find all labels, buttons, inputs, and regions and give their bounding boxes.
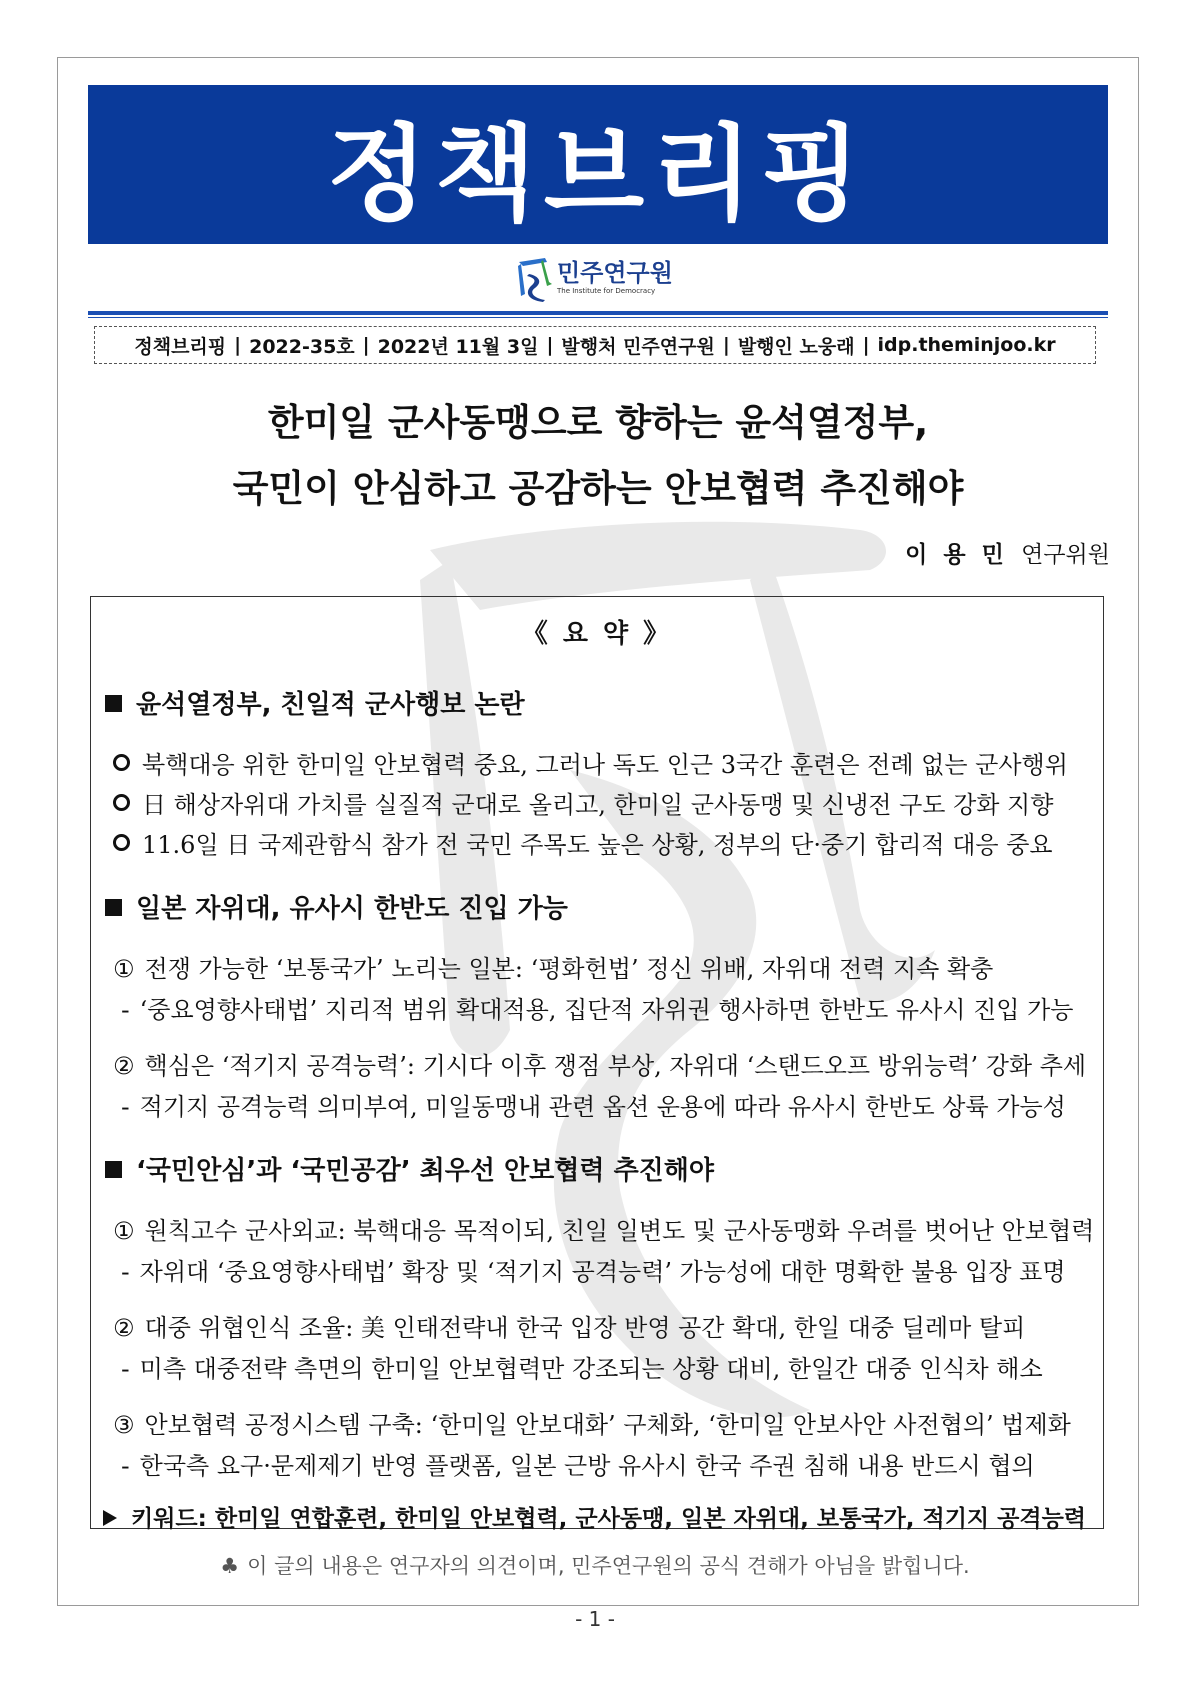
summary-subitem xyxy=(121,1349,1043,1384)
item-bullet: - xyxy=(121,1258,130,1286)
item-text: 日 해상자위대 가치를 실질적 군대로 올리고, 한미일 군사동맹 및 신냉전 구도 강화 지향 xyxy=(142,791,1054,819)
info-issue: 2022-35호 xyxy=(249,335,355,358)
info-separator: | xyxy=(234,334,242,356)
item-text: 핵심은 ‘적기지 공격능력’: 기시다 이후 쟁점 부상, 자위대 ‘스탠드오프 방위능력’ 강화 추세 xyxy=(144,1052,1087,1080)
item-text: 미측 대중전략 측면의 한미일 안보협력만 강조되는 상황 대비, 한일간 대중 인식차 해소 xyxy=(139,1355,1043,1383)
item-text: 11.6일 日 국제관함식 참가 전 국민 주목도 높은 상황, 정부의 단·중기 합리적 대응 중요 xyxy=(142,831,1053,859)
item-bullet: ① xyxy=(113,955,135,983)
info-series: 정책브리핑 xyxy=(134,335,227,358)
logo-name: 민주연구원 xyxy=(557,259,673,287)
summary-subitem xyxy=(121,1446,1035,1481)
summary-item xyxy=(113,785,1053,820)
section-heading xyxy=(105,684,525,721)
page-number: - 1 - xyxy=(575,1607,615,1631)
section-heading xyxy=(105,1150,714,1187)
item-text: 안보협력 공정시스템 구축: ‘한미일 안보대화’ 구체화, ‘한미일 안보사안 사전협의’ 법제화 xyxy=(144,1411,1071,1439)
item-text: 북핵대응 위한 한미일 안보협력 중요, 그러나 독도 인근 3국간 훈련은 전례 없는 군사행위 xyxy=(142,751,1068,779)
section-title: 일본 자위대, 유사시 한반도 진입 가능 xyxy=(136,894,568,924)
item-text: 자위대 ‘중요영향사태법’ 확장 및 ‘적기지 공격능력’ 가능성에 대한 명확한 불용 입장 표명 xyxy=(139,1258,1066,1286)
section-title: ‘국민안심’과 ‘국민공감’ 최우선 안보협력 추진해야 xyxy=(136,1156,715,1186)
banner-title: 정책브리핑 xyxy=(326,112,870,235)
item-bullet: ① xyxy=(113,1217,135,1245)
publication-info-bar xyxy=(94,326,1096,364)
info-separator: | xyxy=(862,334,870,356)
summary-box xyxy=(90,596,1104,1532)
item-text: ‘중요영향사태법’ 지리적 범위 확대적용, 집단적 자위권 행사하면 한반도 유사시 진입 가능 xyxy=(139,996,1074,1024)
summary-item xyxy=(113,949,993,984)
info-publisher: 발행처 민주연구원 xyxy=(561,335,715,358)
info-separator: | xyxy=(362,334,370,356)
item-bullet: ② xyxy=(113,1314,135,1342)
item-bullet: - xyxy=(121,1093,130,1121)
square-bullet-icon xyxy=(105,899,122,916)
item-text: 한국측 요구·문제제기 반영 플랫폼, 일본 근방 유사시 한국 주권 침해 내용 반드시 협의 xyxy=(139,1452,1035,1480)
club-icon: ♣ xyxy=(220,1554,240,1578)
keywords-text: 키워드: 한미일 연합훈련, 한미일 안보협력, 군사동맹, 일본 자위대, 보통국가, 적기지 공격능력 xyxy=(131,1506,1087,1532)
info-issuer: 발행인 노웅래 xyxy=(737,335,855,358)
item-text: 전쟁 가능한 ‘보통국가’ 노리는 일본: ‘평화헌법’ 정신 위배, 자위대 전력 지속 확충 xyxy=(144,955,994,983)
square-bullet-icon xyxy=(105,1161,122,1178)
item-bullet: ② xyxy=(113,1052,135,1080)
section-title: 윤석열정부, 친일적 군사행보 논란 xyxy=(136,690,525,720)
circle-bullet-icon xyxy=(113,754,130,771)
item-bullet: ③ xyxy=(113,1411,135,1439)
summary-item xyxy=(113,1308,1025,1343)
summary-item xyxy=(113,1405,1071,1440)
item-bullet: - xyxy=(121,1452,130,1480)
info-separator: | xyxy=(546,334,554,356)
header-rule-thin xyxy=(88,317,1108,318)
item-bullet: - xyxy=(121,996,130,1024)
summary-item xyxy=(113,1046,1086,1081)
header-rule-thick xyxy=(88,311,1108,315)
summary-item xyxy=(113,825,1053,860)
info-date: 2022년 11월 3일 xyxy=(377,335,539,358)
info-website: idp.theminjoo.kr xyxy=(877,334,1056,356)
summary-heading: 《 요 약 》 xyxy=(521,619,673,649)
document-title-line1: 한미일 군사동맹으로 향하는 윤석열정부, xyxy=(267,401,929,444)
author-line xyxy=(905,536,1110,569)
minju-brush-icon xyxy=(515,254,553,302)
disclaimer-text: 이 글의 내용은 연구자의 의견이며, 민주연구원의 공식 견해가 아님을 밝힙니다. xyxy=(247,1554,970,1578)
square-bullet-icon xyxy=(105,695,122,712)
keywords-line xyxy=(103,1500,1086,1533)
circle-bullet-icon xyxy=(113,834,130,851)
summary-subitem xyxy=(121,1087,1066,1122)
header-banner xyxy=(88,85,1108,244)
logo-subtitle: The Institute for Democracy xyxy=(557,287,656,295)
item-bullet: - xyxy=(121,1355,130,1383)
item-text: 대중 위협인식 조율: 美 인태전략내 한국 입장 반영 공간 확대, 한일 대중 딜레마 탈피 xyxy=(144,1314,1026,1342)
triangle-bullet-icon xyxy=(103,1510,117,1526)
summary-subitem xyxy=(121,990,1073,1025)
info-separator: | xyxy=(722,334,730,356)
summary-item xyxy=(113,745,1068,780)
circle-bullet-icon xyxy=(113,794,130,811)
summary-subitem xyxy=(121,1252,1066,1287)
author-name: 이 용 민 xyxy=(905,542,1008,568)
item-text: 원칙고수 군사외교: 북핵대응 목적이되, 친일 일변도 및 군사동맹화 우려를 벗어난 안보협력 xyxy=(144,1217,1095,1245)
author-role: 연구위원 xyxy=(1021,542,1110,568)
document-title-line2: 국민이 안심하고 공감하는 안보협력 추진해야 xyxy=(232,467,964,510)
institute-logo xyxy=(515,253,695,303)
disclaimer xyxy=(0,1550,1190,1580)
summary-item xyxy=(113,1211,1094,1246)
section-heading xyxy=(105,888,568,925)
item-text: 적기지 공격능력 의미부여, 미일동맹내 관련 옵션 운용에 따라 유사시 한반도 상륙 가능성 xyxy=(139,1093,1066,1121)
